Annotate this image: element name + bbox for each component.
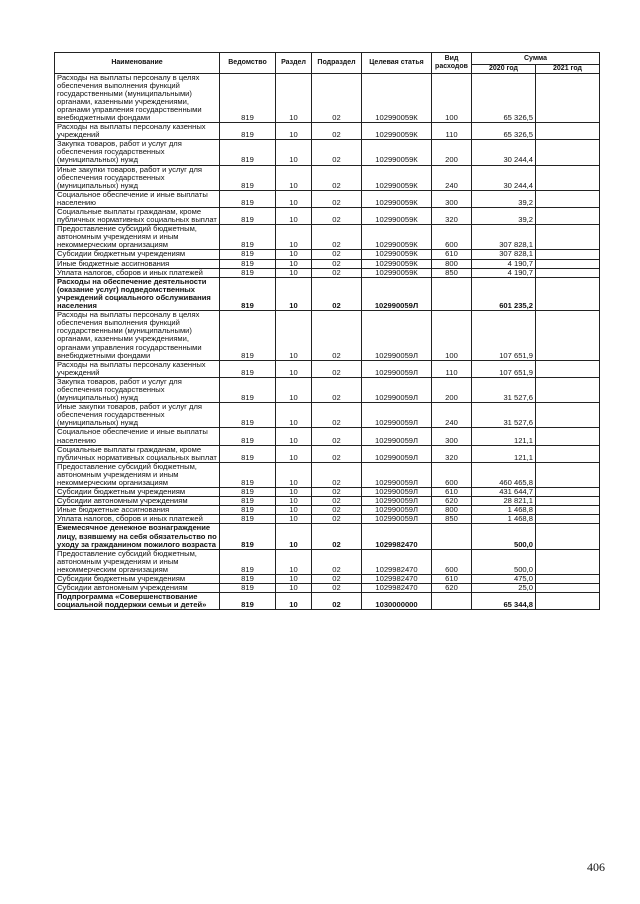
header-name: Наименование	[55, 53, 220, 74]
cell-name: Расходы на обеспечение деятельности (оказание услуг) подведомственных учреждений социального обслуживания населения	[55, 277, 220, 310]
page-number: 406	[587, 860, 605, 874]
cell-2020: 1 468,8	[472, 506, 536, 515]
cell-dept: 819	[220, 549, 276, 574]
table-row	[55, 277, 600, 310]
table-row	[55, 259, 600, 268]
cell-exp-type: 240	[432, 403, 472, 428]
budget-table	[54, 52, 600, 610]
cell-2021	[536, 277, 600, 310]
cell-2020: 65 326,5	[472, 123, 536, 140]
cell-2020: 500,0	[472, 524, 536, 549]
table-row	[55, 190, 600, 207]
cell-subsection: 02	[312, 515, 362, 524]
cell-2021	[536, 311, 600, 361]
cell-dept: 819	[220, 250, 276, 259]
cell-target: 102990059Л	[362, 462, 432, 487]
cell-section: 10	[276, 403, 312, 428]
cell-subsection: 02	[312, 575, 362, 584]
cell-section: 10	[276, 190, 312, 207]
cell-exp-type: 600	[432, 549, 472, 574]
cell-target: 102990059Л	[362, 506, 432, 515]
cell-2021	[536, 506, 600, 515]
cell-2020: 28 821,1	[472, 497, 536, 506]
cell-dept: 819	[220, 259, 276, 268]
cell-target: 102990059К	[362, 225, 432, 250]
cell-name: Уплата налогов, сборов и иных платежей	[55, 268, 220, 277]
header-sum: Сумма	[472, 53, 600, 65]
cell-2021	[536, 524, 600, 549]
cell-name: Закупка товаров, работ и услуг для обеспечения государственных (муниципальных) нужд	[55, 377, 220, 402]
cell-name: Иные закупки товаров, работ и услуг для обеспечения государственных (муниципальных) нужд	[55, 165, 220, 190]
cell-2021	[536, 497, 600, 506]
cell-subsection: 02	[312, 524, 362, 549]
cell-2021	[536, 403, 600, 428]
cell-target: 102990059Л	[362, 515, 432, 524]
cell-2021	[536, 73, 600, 123]
cell-name: Субсидии бюджетным учреждениям	[55, 250, 220, 259]
cell-2021	[536, 165, 600, 190]
cell-subsection: 02	[312, 462, 362, 487]
table-row	[55, 311, 600, 361]
cell-dept: 819	[220, 497, 276, 506]
cell-exp-type: 240	[432, 165, 472, 190]
cell-2020: 107 651,9	[472, 311, 536, 361]
table-row	[55, 360, 600, 377]
cell-subsection: 02	[312, 73, 362, 123]
cell-subsection: 02	[312, 311, 362, 361]
cell-section: 10	[276, 73, 312, 123]
cell-subsection: 02	[312, 360, 362, 377]
cell-subsection: 02	[312, 259, 362, 268]
cell-dept: 819	[220, 506, 276, 515]
cell-exp-type: 610	[432, 488, 472, 497]
cell-dept: 819	[220, 311, 276, 361]
cell-exp-type: 320	[432, 445, 472, 462]
cell-2020: 31 527,6	[472, 377, 536, 402]
table-row	[55, 462, 600, 487]
header-section: Раздел	[276, 53, 312, 74]
cell-subsection: 02	[312, 140, 362, 165]
cell-2020: 121,1	[472, 445, 536, 462]
cell-section: 10	[276, 497, 312, 506]
header-exp-type: Вид расходов	[432, 53, 472, 74]
cell-target: 1029982470	[362, 549, 432, 574]
cell-2020: 460 465,8	[472, 462, 536, 487]
cell-target: 102990059Л	[362, 488, 432, 497]
table-row	[55, 250, 600, 259]
cell-subsection: 02	[312, 208, 362, 225]
cell-exp-type: 300	[432, 190, 472, 207]
cell-section: 10	[276, 593, 312, 610]
cell-2020: 4 190,7	[472, 259, 536, 268]
cell-name: Предоставление субсидий бюджетным, автономным учреждениям и иным некоммерческим организациям	[55, 549, 220, 574]
cell-target: 102990059К	[362, 268, 432, 277]
cell-exp-type: 110	[432, 360, 472, 377]
header-dept: Ведомство	[220, 53, 276, 74]
cell-dept: 819	[220, 524, 276, 549]
cell-exp-type: 300	[432, 428, 472, 445]
cell-exp-type: 800	[432, 259, 472, 268]
cell-subsection: 02	[312, 549, 362, 574]
cell-name: Подпрограмма «Совершенствование социальной поддержки семьи и детей»	[55, 593, 220, 610]
cell-exp-type: 200	[432, 140, 472, 165]
cell-2020: 25,0	[472, 584, 536, 593]
table-row	[55, 165, 600, 190]
table-header	[55, 53, 600, 74]
cell-target: 102990059Л	[362, 497, 432, 506]
cell-2021	[536, 225, 600, 250]
cell-section: 10	[276, 428, 312, 445]
cell-subsection: 02	[312, 403, 362, 428]
cell-subsection: 02	[312, 488, 362, 497]
cell-name: Субсидии бюджетным учреждениям	[55, 575, 220, 584]
table-row	[55, 549, 600, 574]
cell-section: 10	[276, 377, 312, 402]
cell-dept: 819	[220, 190, 276, 207]
cell-subsection: 02	[312, 377, 362, 402]
cell-exp-type: 800	[432, 506, 472, 515]
cell-exp-type: 850	[432, 268, 472, 277]
cell-exp-type	[432, 593, 472, 610]
cell-2021	[536, 377, 600, 402]
cell-2020: 30 244,4	[472, 165, 536, 190]
cell-exp-type: 600	[432, 225, 472, 250]
cell-dept: 819	[220, 165, 276, 190]
cell-2021	[536, 250, 600, 259]
cell-exp-type: 600	[432, 462, 472, 487]
cell-2020: 65 326,5	[472, 73, 536, 123]
cell-section: 10	[276, 524, 312, 549]
cell-exp-type	[432, 524, 472, 549]
cell-2020: 121,1	[472, 428, 536, 445]
cell-2021	[536, 140, 600, 165]
cell-2021	[536, 575, 600, 584]
cell-dept: 819	[220, 277, 276, 310]
cell-2021	[536, 445, 600, 462]
cell-name: Предоставление субсидий бюджетным, автономным учреждениям и иным некоммерческим организациям	[55, 225, 220, 250]
cell-subsection: 02	[312, 497, 362, 506]
cell-subsection: 02	[312, 445, 362, 462]
cell-dept: 819	[220, 403, 276, 428]
table-row	[55, 377, 600, 402]
cell-2021	[536, 515, 600, 524]
cell-target: 102990059К	[362, 190, 432, 207]
cell-section: 10	[276, 225, 312, 250]
cell-name: Субсидии бюджетным учреждениям	[55, 488, 220, 497]
cell-exp-type: 620	[432, 584, 472, 593]
cell-name: Социальное обеспечение и иные выплаты населению	[55, 428, 220, 445]
cell-name: Субсидии автономным учреждениям	[55, 584, 220, 593]
cell-2021	[536, 123, 600, 140]
cell-target: 1029982470	[362, 575, 432, 584]
cell-2021	[536, 190, 600, 207]
cell-name: Расходы на выплаты персоналу в целях обеспечения выполнения функций государственными (муниципальными) органами, казенными учреждениями, органами управления государственными внебюджетными фондами	[55, 311, 220, 361]
cell-target: 1030000000	[362, 593, 432, 610]
cell-subsection: 02	[312, 584, 362, 593]
cell-name: Уплата налогов, сборов и иных платежей	[55, 515, 220, 524]
cell-target: 102990059Л	[362, 360, 432, 377]
cell-dept: 819	[220, 445, 276, 462]
cell-section: 10	[276, 575, 312, 584]
cell-2020: 500,0	[472, 549, 536, 574]
cell-name: Иные закупки товаров, работ и услуг для обеспечения государственных (муниципальных) нужд	[55, 403, 220, 428]
cell-subsection: 02	[312, 165, 362, 190]
cell-exp-type: 620	[432, 497, 472, 506]
table-row	[55, 403, 600, 428]
cell-2021	[536, 462, 600, 487]
cell-section: 10	[276, 445, 312, 462]
cell-name: Иные бюджетные ассигнования	[55, 259, 220, 268]
cell-section: 10	[276, 250, 312, 259]
cell-2021	[536, 488, 600, 497]
cell-section: 10	[276, 506, 312, 515]
cell-section: 10	[276, 584, 312, 593]
cell-section: 10	[276, 208, 312, 225]
cell-dept: 819	[220, 593, 276, 610]
cell-2020: 601 235,2	[472, 277, 536, 310]
cell-target: 102990059К	[362, 259, 432, 268]
cell-exp-type: 850	[432, 515, 472, 524]
table-row	[55, 140, 600, 165]
cell-name: Закупка товаров, работ и услуг для обеспечения государственных (муниципальных) нужд	[55, 140, 220, 165]
cell-dept: 819	[220, 377, 276, 402]
cell-target: 102990059Л	[362, 311, 432, 361]
header-year-2020: 2020 год	[472, 65, 536, 74]
cell-exp-type: 610	[432, 250, 472, 259]
cell-target: 1029982470	[362, 524, 432, 549]
cell-target: 102990059К	[362, 140, 432, 165]
cell-exp-type: 100	[432, 73, 472, 123]
table-row	[55, 225, 600, 250]
cell-2020: 4 190,7	[472, 268, 536, 277]
cell-dept: 819	[220, 73, 276, 123]
table-row	[55, 268, 600, 277]
cell-dept: 819	[220, 123, 276, 140]
cell-2020: 65 344,8	[472, 593, 536, 610]
cell-name: Ежемесячное денежное вознаграждение лицу, взявшему на себя обязательство по уходу за гражданином пожилого возраста	[55, 524, 220, 549]
cell-2020: 39,2	[472, 208, 536, 225]
cell-target: 102990059К	[362, 123, 432, 140]
cell-dept: 819	[220, 208, 276, 225]
cell-subsection: 02	[312, 225, 362, 250]
cell-2020: 30 244,4	[472, 140, 536, 165]
cell-target: 102990059К	[362, 73, 432, 123]
cell-section: 10	[276, 123, 312, 140]
cell-exp-type: 110	[432, 123, 472, 140]
cell-exp-type: 200	[432, 377, 472, 402]
cell-dept: 819	[220, 360, 276, 377]
cell-section: 10	[276, 488, 312, 497]
cell-name: Социальные выплаты гражданам, кроме публичных нормативных социальных выплат	[55, 445, 220, 462]
cell-target: 102990059К	[362, 250, 432, 259]
cell-subsection: 02	[312, 506, 362, 515]
cell-target: 102990059К	[362, 165, 432, 190]
cell-target: 102990059Л	[362, 403, 432, 428]
table-row	[55, 524, 600, 549]
cell-2021	[536, 259, 600, 268]
cell-exp-type: 320	[432, 208, 472, 225]
cell-2021	[536, 208, 600, 225]
cell-exp-type: 100	[432, 311, 472, 361]
cell-subsection: 02	[312, 123, 362, 140]
header-target: Целевая статья	[362, 53, 432, 74]
cell-dept: 819	[220, 225, 276, 250]
cell-2020: 107 651,9	[472, 360, 536, 377]
table-row	[55, 445, 600, 462]
cell-2021	[536, 593, 600, 610]
cell-name: Расходы на выплаты персоналу в целях обеспечения выполнения функций государственными (муниципальными) органами, казенными учреждениями, органами управления государственными внебюджетными фондами	[55, 73, 220, 123]
cell-name: Иные бюджетные ассигнования	[55, 506, 220, 515]
cell-subsection: 02	[312, 277, 362, 310]
cell-section: 10	[276, 140, 312, 165]
cell-dept: 819	[220, 428, 276, 445]
cell-target: 102990059Л	[362, 428, 432, 445]
cell-dept: 819	[220, 584, 276, 593]
cell-dept: 819	[220, 462, 276, 487]
cell-target: 102990059К	[362, 208, 432, 225]
cell-name: Социальные выплаты гражданам, кроме публичных нормативных социальных выплат	[55, 208, 220, 225]
cell-2021	[536, 549, 600, 574]
cell-name: Расходы на выплаты персоналу казенных учреждений	[55, 123, 220, 140]
cell-2020: 39,2	[472, 190, 536, 207]
cell-2020: 1 468,8	[472, 515, 536, 524]
cell-section: 10	[276, 277, 312, 310]
table-row	[55, 73, 600, 123]
cell-subsection: 02	[312, 593, 362, 610]
header-subsection: Подраздел	[312, 53, 362, 74]
cell-section: 10	[276, 360, 312, 377]
cell-name: Расходы на выплаты персоналу казенных учреждений	[55, 360, 220, 377]
table-row	[55, 593, 600, 610]
cell-target: 102990059Л	[362, 377, 432, 402]
cell-2020: 307 828,1	[472, 225, 536, 250]
cell-exp-type	[432, 277, 472, 310]
cell-dept: 819	[220, 268, 276, 277]
cell-dept: 819	[220, 488, 276, 497]
cell-exp-type: 610	[432, 575, 472, 584]
table-row	[55, 123, 600, 140]
header-year-2021: 2021 год	[536, 65, 600, 74]
cell-2021	[536, 584, 600, 593]
cell-section: 10	[276, 268, 312, 277]
cell-2020: 475,0	[472, 575, 536, 584]
cell-section: 10	[276, 259, 312, 268]
table-row	[55, 208, 600, 225]
cell-2020: 307 828,1	[472, 250, 536, 259]
table-row	[55, 428, 600, 445]
cell-section: 10	[276, 311, 312, 361]
cell-target: 102990059Л	[362, 277, 432, 310]
cell-dept: 819	[220, 515, 276, 524]
cell-name: Социальное обеспечение и иные выплаты населению	[55, 190, 220, 207]
cell-2020: 431 644,7	[472, 488, 536, 497]
cell-section: 10	[276, 515, 312, 524]
cell-2021	[536, 268, 600, 277]
cell-dept: 819	[220, 140, 276, 165]
table-body	[55, 73, 600, 610]
cell-target: 102990059Л	[362, 445, 432, 462]
cell-2021	[536, 428, 600, 445]
cell-subsection: 02	[312, 428, 362, 445]
cell-name: Субсидии автономным учреждениям	[55, 497, 220, 506]
cell-section: 10	[276, 165, 312, 190]
cell-2020: 31 527,6	[472, 403, 536, 428]
cell-section: 10	[276, 462, 312, 487]
cell-target: 1029982470	[362, 584, 432, 593]
cell-subsection: 02	[312, 190, 362, 207]
cell-section: 10	[276, 549, 312, 574]
cell-subsection: 02	[312, 250, 362, 259]
cell-dept: 819	[220, 575, 276, 584]
cell-name: Предоставление субсидий бюджетным, автономным учреждениям и иным некоммерческим организациям	[55, 462, 220, 487]
cell-subsection: 02	[312, 268, 362, 277]
cell-2021	[536, 360, 600, 377]
